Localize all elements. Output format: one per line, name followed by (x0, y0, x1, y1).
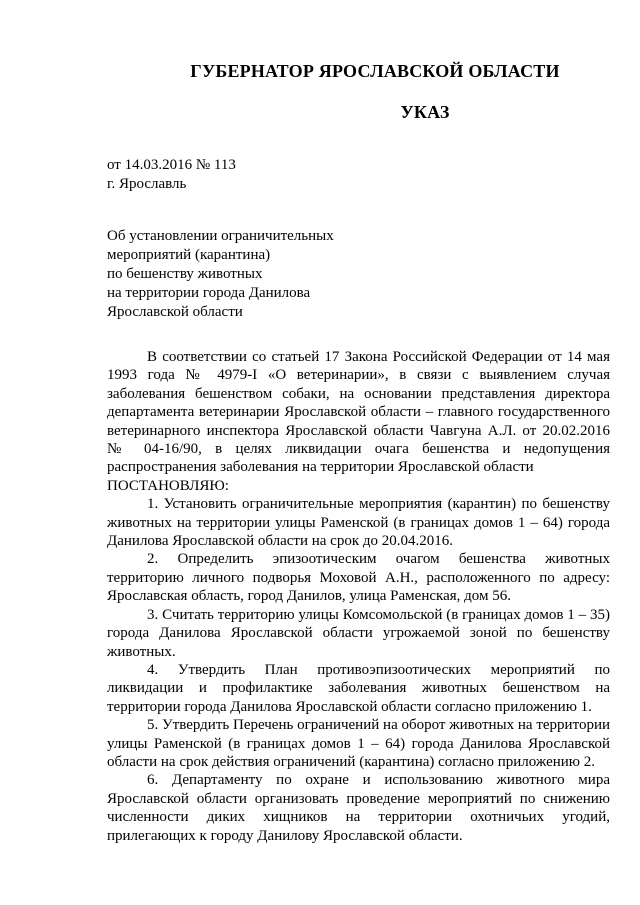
subject-line: по бешенству животных (107, 266, 263, 282)
document-type: УКАЗ (400, 102, 450, 122)
document-body (107, 348, 610, 845)
subject-line: на территории города Данилова (107, 285, 311, 301)
subject-line: Об установлении ограничительных (107, 228, 334, 244)
document-meta (107, 156, 236, 194)
city: г. Ярославль (107, 176, 187, 192)
item-paragraph-2: 2. Определить эпизоотическим очагом бешенства животных территорию личного подворья Моховой А.Н., расположенного по адресу: Ярославская область, город Данилов, улица Раменская, дом 56. (107, 551, 610, 605)
item-paragraph-5: 5. Утвердить Перечень ограничений на оборот животных на территории улицы Раменской (в границах домов 1 – 64) города Данилова Ярославской области на срок действия ограничений (карантина) согласно приложению 2. (107, 717, 610, 770)
item-paragraph-6: 6. Департаменту по охране и использованию животного мира Ярославской области организовать проведение мероприятий по снижению численности диких хищников на территории охотничьих угодий, прилегающих к городу Данилову Ярославской области. (107, 772, 610, 844)
item-paragraph-1: 1. Установить ограничительные мероприятия (карантин) по бешенству животных на территории улицы Раменской (в границах домов 1 – 64) города Данилова Ярославской области на срок до 20.04.2016. (107, 496, 610, 550)
item-paragraph-3: 3. Считать территорию улицы Комсомольской (в границах домов 1 – 35) города Данилова Ярославской области угрожаемой зоной по бешенству животных. (107, 606, 610, 660)
subject-line: мероприятий (карантина) (107, 247, 271, 263)
preamble-paragraph: В соответствии со статьей 17 Закона Российской Федерации от 14 мая 1993 года № 4979-I «О ветеринарии», в связи с выявлением случая заболевания бешенством собаки, на основании представления директора департамента ветеринарии Ярославской области – главного государственного ветеринарного инспектора Ярославской области Чавгуна А.Л. от 20.02.2016 № 04-16/90, в целях ликвидации очага бешенства и недопущения распространения заболевания на территории Ярославской области (107, 349, 610, 476)
document-subject (107, 227, 407, 322)
item-paragraph-4: 4. Утвердить План противоэпизоотических мероприятий по ликвидации и профилактике заболевания животных бешенством на территории города Данилова Ярославской области согласно приложению 1. (107, 661, 610, 715)
document-title: ГУБЕРНАТОР ЯРОСЛАВСКОЙ ОБЛАСТИ (190, 61, 560, 81)
decree-word: ПОСТАНОВЛЯЮ: (107, 477, 229, 494)
subject-line: Ярославской области (107, 304, 243, 320)
date-number: от 14.03.2016 № 113 (107, 157, 236, 173)
